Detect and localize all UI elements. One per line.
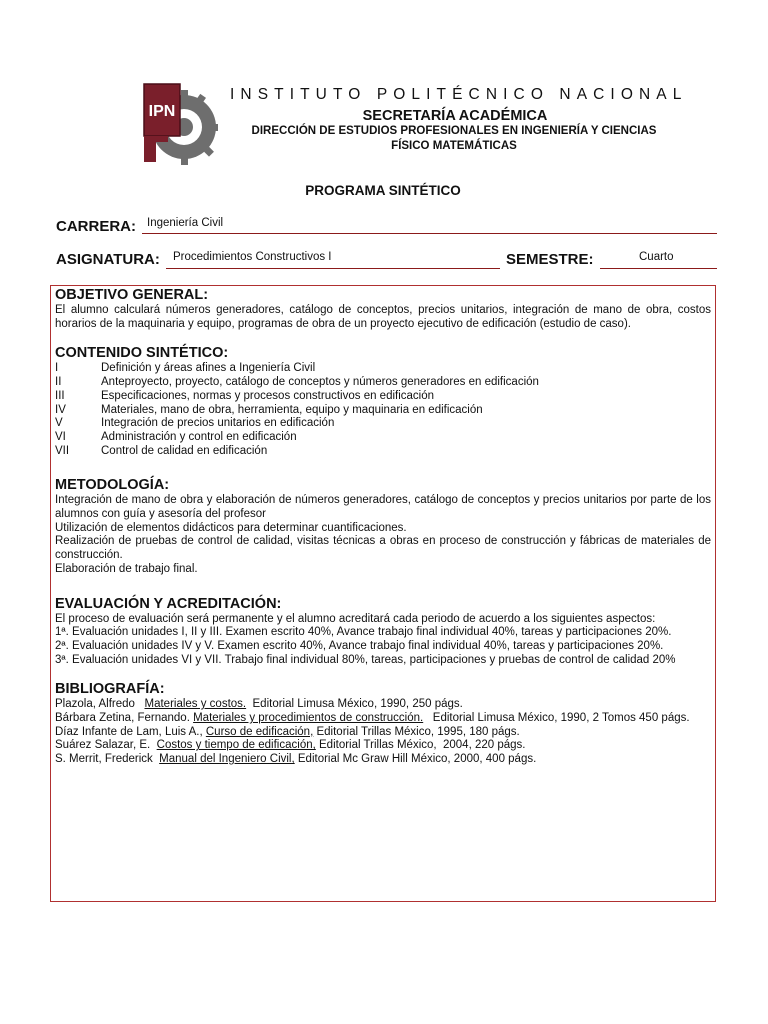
- evaluacion-paragraph: 2ª. Evaluación unidades IV y V. Examen escrito 40%, Avance trabajo final individual 40%, tareas y participaciones 20%.: [55, 639, 664, 652]
- metodologia-title: METODOLOGÍA:: [55, 477, 170, 494]
- evaluacion-paragraph: El proceso de evaluación será permanente y el alumno acreditará cada periodo de acuerdo a los siguientes aspectos:: [55, 612, 656, 625]
- unit-text: Control de calidad en edificación: [101, 444, 268, 457]
- evaluacion-paragraph: 1ª. Evaluación unidades I, II y III. Examen escrito 40%, Avance trabajo final individual 40%, tareas y participaciones 20%.: [55, 626, 672, 639]
- metodologia-paragraph: Utilización de elementos didácticos para determinar cuantificaciones.: [55, 521, 407, 534]
- asignatura-label: ASIGNATURA:: [56, 251, 160, 268]
- list-item: [55, 431, 711, 445]
- bib-author: Bárbara Zetina, Fernando.: [55, 712, 194, 725]
- institution-name: INSTITUTO POLITÉCNICO NACIONAL: [230, 86, 688, 103]
- carrera-label: CARRERA:: [56, 218, 136, 235]
- spacer: [55, 458, 711, 472]
- unit-number: IV: [55, 403, 66, 416]
- contenido-title: CONTENIDO SINTÉTICO:: [55, 345, 229, 362]
- ipn-logo: [138, 80, 218, 166]
- metodologia-paragraph: Elaboración de trabajo final.: [55, 562, 198, 575]
- list-item: [55, 390, 711, 404]
- bib-title: Costos y tiempo de edificación,: [156, 739, 316, 752]
- bib-author: Suárez Salazar, E.: [55, 739, 157, 752]
- unit-text: Especificaciones, normas y procesos constructivos en edificación: [101, 389, 435, 402]
- spacer: [55, 667, 711, 681]
- direccion-line2: FÍSICO MATEMÁTICAS: [391, 140, 517, 152]
- unit-text: Anteproyecto, proyecto, catálogo de conceptos y números generadores en edificación: [101, 376, 539, 389]
- bib-title: Manual del Ingeniero Civil,: [159, 753, 295, 766]
- logo-text: IPN: [148, 103, 176, 120]
- unit-text: Integración de precios unitarios en edificación: [101, 417, 335, 430]
- unit-text: Materiales, mano de obra, herramienta, equipo y maquinaria en edificación: [101, 403, 483, 416]
- semestre-underline: [600, 268, 717, 269]
- bibliografia-title: BIBLIOGRAFÍA:: [55, 681, 165, 698]
- contenido-list: [55, 362, 711, 458]
- evaluacion-title: EVALUACIÓN Y ACREDITACIÓN:: [55, 595, 282, 612]
- bib-entry: [55, 739, 711, 753]
- bib-details: Editorial Limusa México, 1990, 250 págs.: [246, 698, 463, 711]
- semestre-label: SEMESTRE:: [506, 251, 594, 268]
- evaluacion-paragraph: 3ª. Evaluación unidades VI y VII. Trabajo final individual 80%, tareas, participaciones y pruebas de control de calidad 20%: [55, 653, 676, 666]
- metodologia-paragraph: Realización de pruebas de control de calidad, visitas técnicas a obras en proceso de construcción y fábricas de materiales de construcción.: [55, 535, 711, 562]
- bib-details: Editorial Mc Graw Hill México, 2000, 400 págs.: [294, 753, 537, 766]
- bib-details: Editorial Trillas México, 1995, 180 págs.: [313, 725, 520, 738]
- unit-number: VI: [55, 430, 66, 443]
- list-item: [55, 362, 711, 376]
- bib-author: Díaz Infante de Lam, Luis A.,: [55, 725, 206, 738]
- asignatura-underline: [166, 268, 500, 269]
- list-item: [55, 417, 711, 431]
- spacer: [55, 577, 711, 591]
- secretaria-title: SECRETARÍA ACADÉMICA: [362, 108, 548, 124]
- bib-author: Plazola, Alfredo: [55, 698, 145, 711]
- list-item: [55, 445, 711, 459]
- bib-details: Editorial Trillas México, 2004, 220 págs.: [315, 739, 526, 752]
- bib-entry: [55, 726, 711, 740]
- unit-number: V: [55, 417, 63, 430]
- bib-entry: [55, 712, 711, 726]
- bib-author: S. Merrit, Frederick: [55, 753, 160, 766]
- bib-details: Editorial Limusa México, 1990, 2 Tomos 450 págs.: [423, 712, 690, 725]
- list-item: [55, 376, 711, 390]
- bib-entry: [55, 753, 711, 767]
- unit-number: III: [55, 389, 65, 402]
- carrera-underline: [142, 233, 717, 234]
- unit-text: Administración y control en edificación: [101, 430, 297, 443]
- unit-text: Definición y áreas afines a Ingeniería Civil: [101, 362, 316, 375]
- asignatura-value: Procedimientos Constructivos I: [173, 251, 332, 263]
- program-content-box: [50, 285, 716, 902]
- unit-number: VII: [55, 444, 70, 457]
- unit-number: II: [55, 376, 62, 389]
- objetivo-title: OBJETIVO GENERAL:: [55, 287, 209, 303]
- bib-title: Materiales y costos.: [144, 698, 247, 711]
- unit-number: I: [55, 362, 59, 375]
- bib-entry: [55, 698, 711, 712]
- list-item: [55, 404, 711, 418]
- bib-title: Materiales y procedimientos de construcción.: [193, 712, 424, 725]
- carrera-value: Ingeniería Civil: [147, 217, 224, 229]
- direccion-line1: DIRECCIÓN DE ESTUDIOS PROFESIONALES EN INGENIERÍA Y CIENCIAS: [251, 125, 657, 137]
- objetivo-text: El alumno calculará números generadores, catálogo de conceptos, precios unitarios, integración de mano de obra, costos horarios de la maquinaria y equipo, programas de obra de un proyecto ejecutivo de edificación (estudio de caso).: [55, 304, 711, 330]
- direccion-title: [212, 124, 696, 154]
- semestre-value: Cuarto: [639, 251, 674, 263]
- programa-title: PROGRAMA SINTÉTICO: [305, 183, 461, 198]
- spacer: [55, 331, 711, 345]
- bib-title: Curso de edificación,: [205, 725, 314, 738]
- metodologia-paragraph: Integración de mano de obra y elaboración de números generadores, catálogo de conceptos y precios unitarios por parte de los alumnos con guía y asesoría del profesor: [55, 494, 711, 521]
